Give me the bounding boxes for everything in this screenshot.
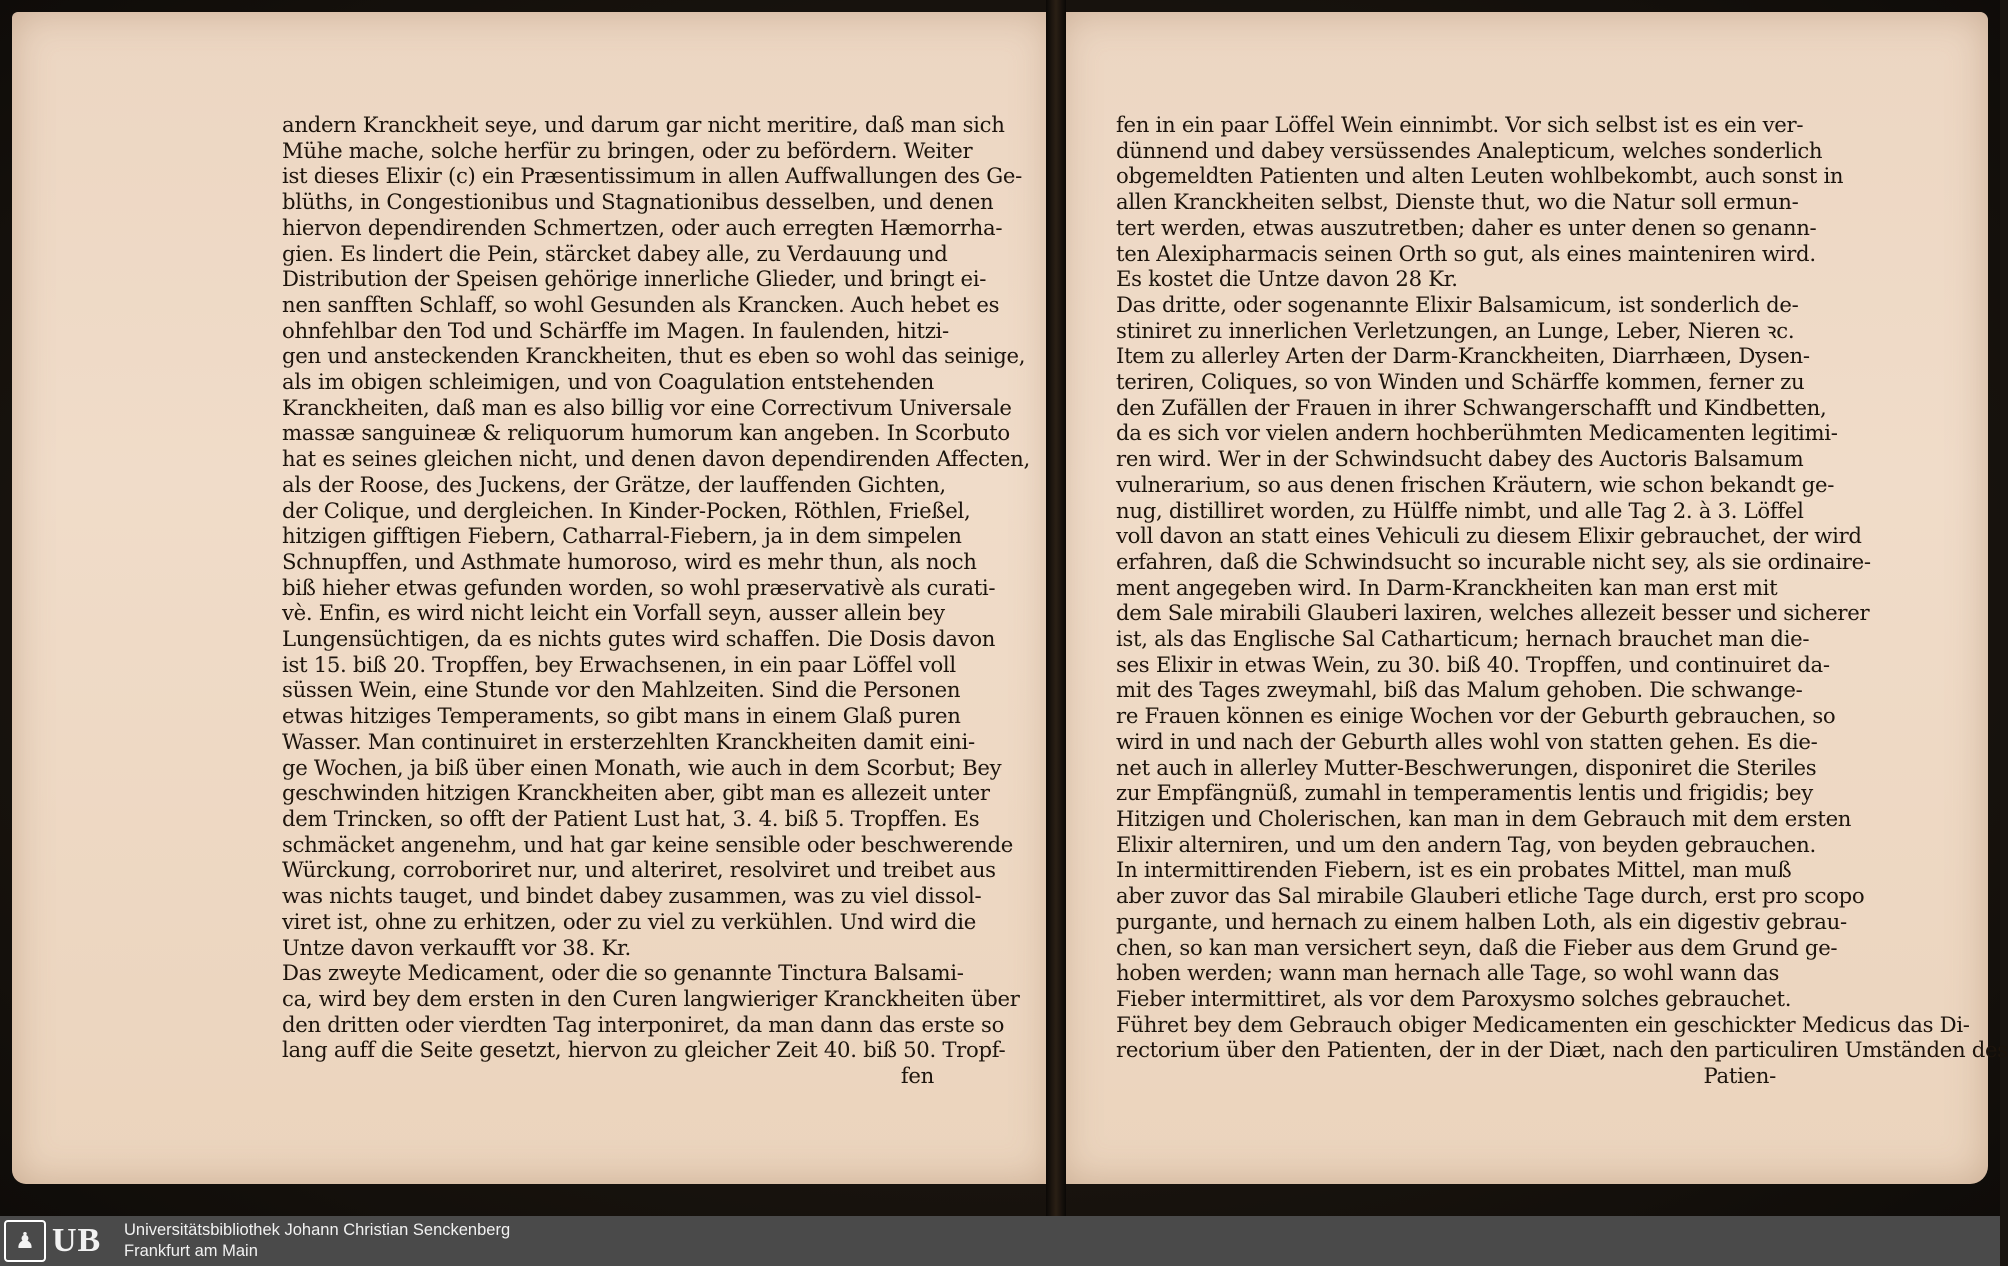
text-line: vè. Enfin, es wird nicht leicht ein Vorfall seyn, ausser allein bey bbox=[282, 600, 945, 626]
text-line: stiniret zu innerlichen Verletzungen, an Lunge, Leber, Nieren ꝛc. bbox=[1116, 317, 1795, 343]
left-text-column bbox=[282, 112, 1030, 1089]
text-line: hiervon dependirenden Schmertzen, oder auch erregten Hæmorrha- bbox=[282, 214, 1003, 240]
logo-text: UB bbox=[52, 1222, 102, 1259]
text-line: erfahren, daß die Schwindsucht so incurable nicht sey, als sie ordinaire- bbox=[1116, 548, 1871, 574]
text-line: ment angegeben wird. In Darm-Kranckheiten kan man erst mit bbox=[1116, 574, 1778, 600]
text-line: biß hieher etwas gefunden worden, so wohl præservativè als curati- bbox=[282, 574, 996, 600]
text-line: teriren, Coliques, so von Winden und Schärffe kommen, ferner zu bbox=[1116, 369, 1805, 395]
text-line: ohnfehlbar den Tod und Schärffe im Magen. In faulenden, hitzi- bbox=[282, 317, 949, 343]
text-line: dünnend und dabey versüssendes Analepticum, welches sonderlich bbox=[1116, 137, 1823, 163]
text-line: Führet bey dem Gebrauch obiger Medicamenten ein geschickter Medicus das Di- bbox=[1116, 1011, 1970, 1037]
text-line: Würckung, corroboriret nur, und alteriret, resolviret und treibet aus bbox=[282, 857, 996, 883]
text-line: Kranckheiten, daß man es also billig vor eine Correctivum Universale bbox=[282, 394, 1012, 420]
text-line: dem Sale mirabili Glauberi laxiren, welches allezeit besser und sicherer bbox=[1116, 600, 1870, 626]
text-line: ist dieses Elixir (c) ein Præsentissimum in allen Auffwallungen des Ge- bbox=[282, 163, 1022, 189]
text-line: Hitzigen und Cholerischen, kan man in dem Gebrauch mit dem ersten bbox=[1116, 805, 1852, 831]
text-line: obgemeldten Patienten und alten Leuten wohlbekombt, auch sonst in bbox=[1116, 163, 1844, 189]
text-line: süssen Wein, eine Stunde vor den Mahlzeiten. Sind die Personen bbox=[282, 677, 961, 703]
text-line: blüths, in Congestionibus und Stagnationibus desselben, und denen bbox=[282, 189, 994, 215]
text-line: fen in ein paar Löffel Wein einnimbt. Vor sich selbst ist es ein ver- bbox=[1116, 112, 1804, 137]
text-line: hoben werden; wann man hernach alle Tage, so wohl wann das bbox=[1116, 960, 1780, 986]
text-line: geschwinden hitzigen Kranckheiten aber, gibt man es allezeit unter bbox=[282, 780, 990, 806]
text-line: lang auff die Seite gesetzt, hiervon zu gleicher Zeit 40. biß 50. Tropf- bbox=[282, 1037, 1006, 1063]
text-line: Patien- bbox=[1703, 1063, 1776, 1089]
text-line: hat es seines gleichen nicht, und denen davon dependirenden Affecten, bbox=[282, 446, 1030, 472]
text-line: zur Empfängnüß, zumahl in temperamentis lentis und frigidis; bey bbox=[1116, 780, 1813, 806]
text-line: rectorium über den Patienten, der in der Diæt, nach den particuliren Umständen des bbox=[1116, 1037, 2008, 1063]
text-line: Elixir alterniren, und um den andern Tag, von beyden gebrauchen. bbox=[1116, 831, 1816, 857]
text-line: nug, distilliret worden, zu Hülffe nimbt, und alle Tag 2. à 3. Löffel bbox=[1116, 497, 1804, 523]
text-line: als der Roose, des Juckens, der Grätze, der lauffenden Gichten, bbox=[282, 471, 946, 497]
text-line: ses Elixir in etwas Wein, zu 30. biß 40. Tropffen, und continuiret da- bbox=[1116, 651, 1830, 677]
text-line: mit des Tages zweymahl, biß das Malum gehoben. Die schwange- bbox=[1116, 677, 1803, 703]
text-line: Fieber intermittiret, als vor dem Paroxysmo solches gebrauchet. bbox=[1116, 985, 1792, 1011]
text-line: gien. Es lindert die Pein, stärcket dabey alle, zu Verdauung und bbox=[282, 240, 948, 266]
text-line: ist 15. biß 20. Tropffen, bey Erwachsenen, in ein paar Löffel voll bbox=[282, 651, 956, 677]
library-footer bbox=[0, 1216, 2000, 1266]
page-fold bbox=[1046, 0, 1066, 1216]
text-line: den Zufällen der Frauen in ihrer Schwangerschafft und Kindbetten, bbox=[1116, 394, 1827, 420]
text-line: massæ sanguineæ & reliquorum humorum kan angeben. In Scorbuto bbox=[282, 420, 1010, 446]
text-line: andern Kranckheit seye, und darum gar nicht meritire, daß man sich bbox=[282, 112, 1005, 137]
text-line: da es sich vor vielen andern hochberühmten Medicamenten legitimi- bbox=[1116, 420, 1838, 446]
text-line: Schnupffen, und Asthmate humoroso, wird es mehr thun, als noch bbox=[282, 548, 977, 574]
text-line: gen und ansteckenden Kranckheiten, thut es eben so wohl das seinige, bbox=[282, 343, 1026, 369]
text-line: Item zu allerley Arten der Darm-Kranckheiten, Diarrhæen, Dysen- bbox=[1116, 343, 1810, 369]
library-logo[interactable] bbox=[4, 1220, 116, 1262]
text-line: In intermittirenden Fiebern, ist es ein probates Mittel, man muß bbox=[1116, 857, 1792, 883]
library-city: Frankfurt am Main bbox=[124, 1242, 258, 1260]
text-line: schmäcket angenehm, und hat gar keine sensible oder beschwerende bbox=[282, 831, 1014, 857]
text-line: tert werden, etwas auszutretben; daher es unter denen so genann- bbox=[1116, 214, 1817, 240]
text-line: purgante, und hernach zu einem halben Loth, als ein digestiv gebrau- bbox=[1116, 908, 1847, 934]
text-line: chen, so kan man versichert seyn, daß die Fieber aus dem Grund ge- bbox=[1116, 934, 1838, 960]
text-line: re Frauen können es einige Wochen vor der Geburth gebrauchen, so bbox=[1116, 703, 1836, 729]
text-line: ren wird. Wer in der Schwindsucht dabey des Auctoris Balsamum bbox=[1116, 446, 1804, 472]
text-line: etwas hitziges Temperaments, so gibt mans in einem Glaß puren bbox=[282, 703, 961, 729]
text-line: ge Wochen, ja biß über einen Monath, wie auch in dem Scorbut; Bey bbox=[282, 754, 1002, 780]
library-name: Universitätsbibliothek Johann Christian Senckenberg bbox=[124, 1221, 511, 1239]
text-line: allen Kranckheiten selbst, Dienste thut, wo die Natur soll ermun- bbox=[1116, 189, 1799, 215]
text-line: Lungensüchtigen, da es nichts gutes wird schaffen. Die Dosis davon bbox=[282, 626, 996, 652]
text-line: Untze davon verkaufft vor 38. Kr. bbox=[282, 934, 631, 960]
text-line: wird in und nach der Geburth alles wohl von statten gehen. Es die- bbox=[1116, 728, 1818, 754]
text-line: vulnerarium, so aus denen frischen Kräutern, wie schon bekandt ge- bbox=[1116, 471, 1835, 497]
text-line: Wasser. Man continuiret in ersterzehlten Kranckheiten damit eini- bbox=[282, 728, 975, 754]
text-line: net auch in allerley Mutter-Beschwerungen, disponiret die Steriles bbox=[1116, 754, 1817, 780]
text-line: nen sanfften Schlaff, so wohl Gesunden als Krancken. Auch hebet es bbox=[282, 291, 1000, 317]
right-text-column bbox=[1116, 112, 2008, 1089]
text-line: Es kostet die Untze davon 28 Kr. bbox=[1116, 266, 1458, 292]
text-line: als im obigen schleimigen, und von Coagulation entstehenden bbox=[282, 369, 934, 395]
text-line: ten Alexipharmacis seinen Orth so gut, als eines mainteniren wird. bbox=[1116, 240, 1816, 266]
text-line: Mühe mache, solche herfür zu bringen, oder zu befördern. Weiter bbox=[282, 137, 973, 163]
text-line: ist, als das Englische Sal Catharticum; hernach brauchet man die- bbox=[1116, 626, 1810, 652]
text-line: hitzigen gifftigen Fiebern, Catharral-Fiebern, ja in dem simpelen bbox=[282, 523, 962, 549]
text-line: voll davon an statt eines Vehiculi zu diesem Elixir gebrauchet, der wird bbox=[1116, 523, 1862, 549]
bust-icon: ♟ bbox=[4, 1220, 46, 1262]
text-line: der Colique, und dergleichen. In Kinder-Pocken, Röthlen, Frießel, bbox=[282, 497, 971, 523]
text-line: den dritten oder vierdten Tag interponiret, da man dann das erste so bbox=[282, 1011, 1005, 1037]
text-line: viret ist, ohne zu erhitzen, oder zu viel zu verkühlen. Und wird die bbox=[282, 908, 976, 934]
text-line: fen bbox=[900, 1063, 934, 1089]
text-line: Das zweyte Medicament, oder die so genannte Tinctura Balsami- bbox=[282, 960, 964, 986]
text-line: was nichts tauget, und bindet dabey zusammen, was zu viel dissol- bbox=[282, 883, 982, 909]
text-line: ca, wird bey dem ersten in den Curen langwieriger Kranckheiten über bbox=[282, 985, 1020, 1011]
text-line: dem Trincken, so offt der Patient Lust hat, 3. 4. biß 5. Tropffen. Es bbox=[282, 805, 980, 831]
text-line: aber zuvor das Sal mirabile Glauberi etliche Tage durch, erst pro scopo bbox=[1116, 883, 1865, 909]
text-line: Das dritte, oder sogenannte Elixir Balsamicum, ist sonderlich de- bbox=[1116, 291, 1799, 317]
text-line: Distribution der Speisen gehörige innerliche Glieder, und bringt ei- bbox=[282, 266, 987, 292]
